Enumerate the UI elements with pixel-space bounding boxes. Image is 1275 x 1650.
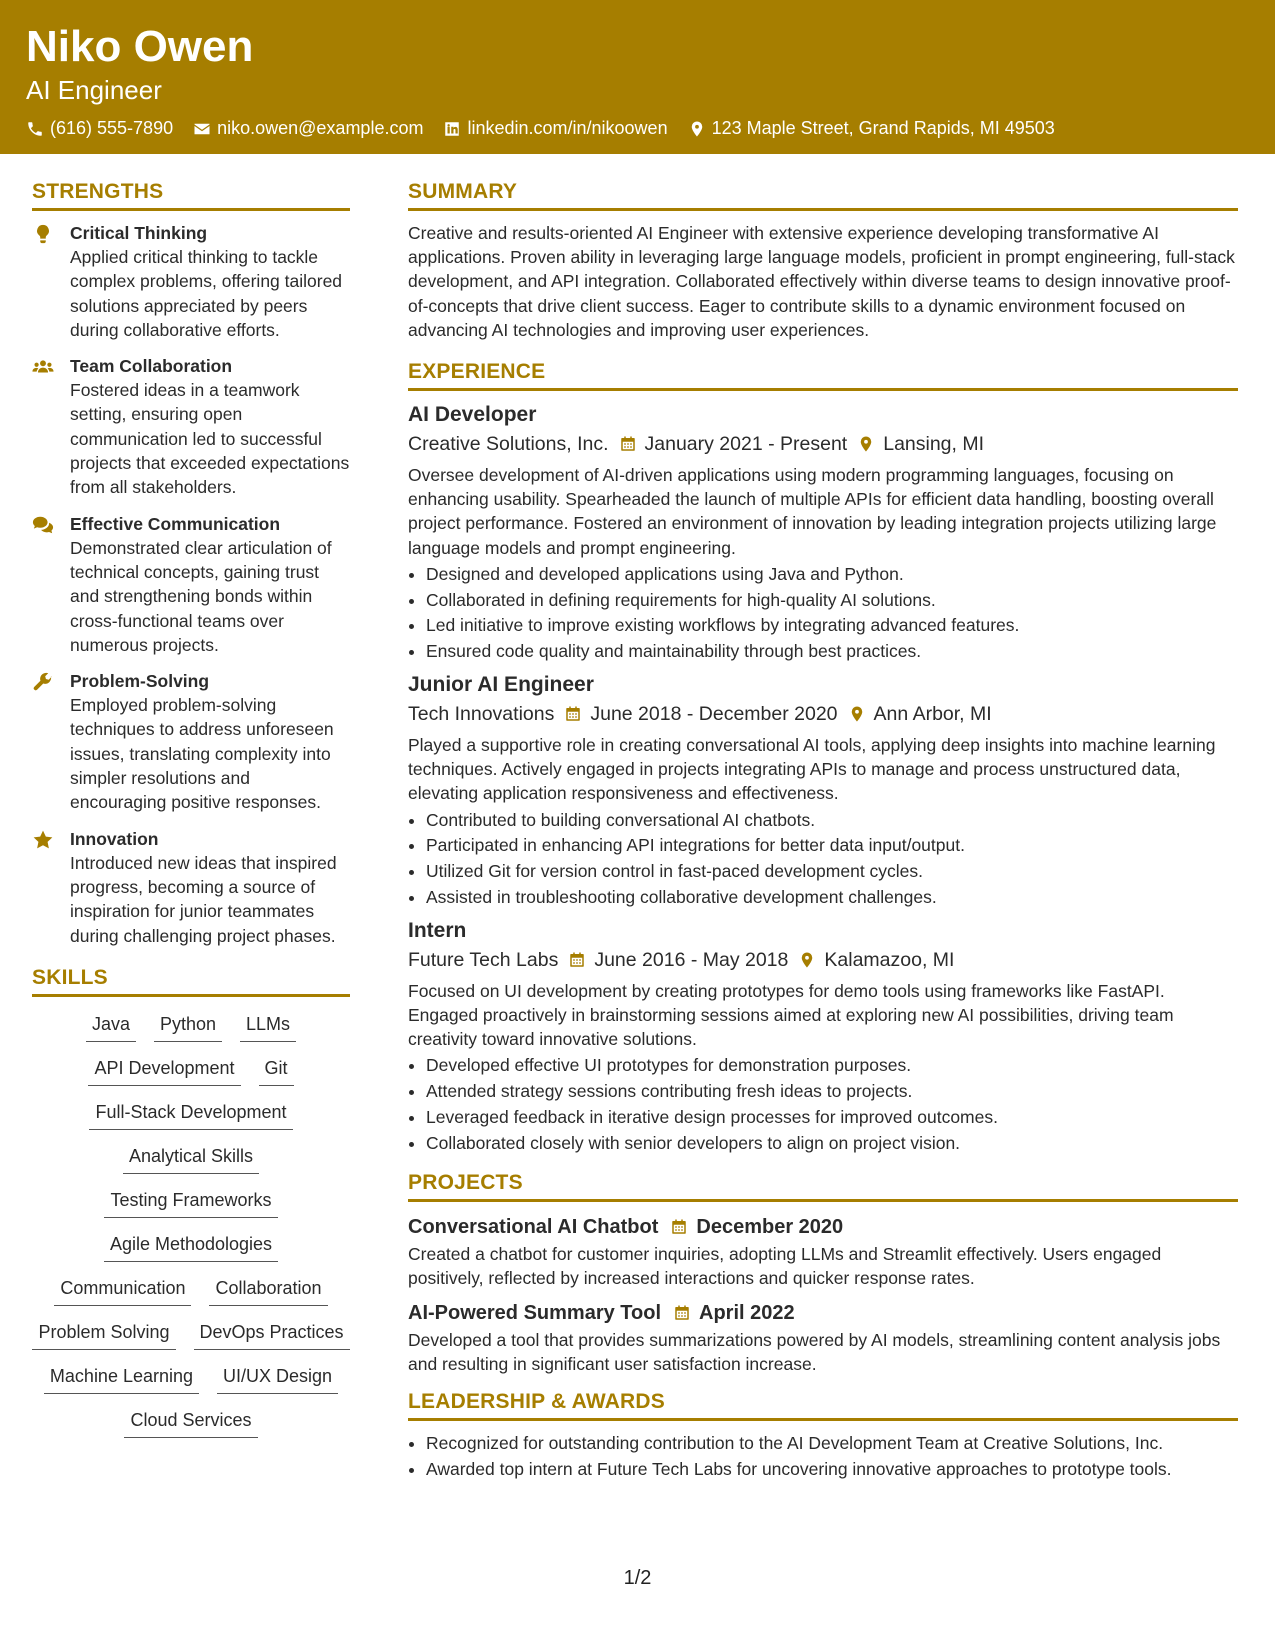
phone-icon [26,120,44,138]
project-entry [408,1298,1238,1376]
strength-item [32,827,350,948]
project-date: December 2020 [696,1215,844,1238]
phone-text: (616) 555-7890 [50,118,174,138]
strength-name: Innovation [70,828,159,849]
right-column [408,154,1238,1483]
star-icon [32,829,54,851]
job-company: Future Tech Labs [408,948,559,971]
projects-heading: PROJECTS [408,1171,1238,1202]
strength-item [32,221,350,342]
skill-tag: Testing Frameworks [104,1187,277,1218]
awards-heading: LEADERSHIP & AWARDS [408,1390,1238,1421]
calendar-icon [619,435,637,453]
job-entry [408,917,1238,1157]
candidate-title: AI Engineer [26,75,162,105]
job-title: Junior AI Engineer [408,673,594,697]
list-item: • Led initiative to improve existing workflows by integrating advanced features. [426,613,1238,639]
list-item: • Collaborated closely with senior developers to align on project vision. [426,1131,1238,1157]
contact-email[interactable] [193,118,423,139]
list-item: • Awarded top intern at Future Tech Labs for uncovering innovative approaches to prototype tools. [426,1457,1238,1483]
strength-name: Effective Communication [70,513,281,534]
map-pin-icon [857,435,875,453]
list-item: • Leveraged feedback in iterative design processes for improved outcomes. [426,1105,1238,1131]
project-name: AI-Powered Summary Tool [408,1302,662,1325]
project-name: Conversational AI Chatbot [408,1215,659,1238]
strength-name: Team Collaboration [70,356,233,377]
skill-tag: Communication [54,1275,191,1306]
strengths-heading: STRENGTHS [32,180,350,211]
strength-name: Critical Thinking [70,223,208,243]
skills-list [32,1007,350,1438]
list-item: • Utilized Git for version control in fast-paced development cycles. [426,859,1238,885]
skill-tag: API Development [88,1055,240,1086]
skill-tag: Java [86,1011,136,1042]
job-dates: June 2016 - May 2018 [594,948,789,971]
strength-desc: Introduced new ideas that inspired progress, becoming a source of inspiration for junior teammates during challenging project phases. [70,852,337,946]
list-item: • Designed and developed applications using Java and Python. [426,562,1238,588]
strength-desc: Demonstrated clear articulation of technical concepts, gaining trust and strengthening bonds within cross-functional teams over numerous projects. [70,537,332,655]
page-number: 1/2 [623,1567,652,1589]
job-location: Kalamazoo, MI [824,948,955,971]
list-item: • Collaborated in defining requirements for high-quality AI solutions. [426,588,1238,614]
linkedin-text: linkedin.com/in/nikoowen [467,118,668,138]
job-company: Tech Innovations [408,703,555,726]
strength-name: Problem-Solving [70,671,210,692]
awards-list [408,1431,1238,1483]
skills-heading: SKILLS [32,966,350,997]
job-bullets [408,1053,1238,1156]
project-description: Created a chatbot for customer inquiries, adopting LLMs and Streamlit effectively. Users engaged positively, reflected by increased interactions and quicker response rates. [408,1243,1162,1288]
job-bullets [408,808,1238,911]
address-text: 123 Maple Street, Grand Rapids, MI 49503 [711,118,1055,138]
list-item: • Assisted in troubleshooting collaborative development challenges. [426,885,1238,911]
project-entry [408,1212,1238,1290]
job-bullets [408,562,1238,665]
left-column [32,154,350,1483]
experience-heading: EXPERIENCE [408,360,1238,391]
job-location: Ann Arbor, MI [873,703,992,726]
skill-tag: Full-Stack Development [89,1099,292,1130]
candidate-name: Niko Owen [26,22,254,71]
summary-text: Creative and results-oriented AI Engineer with extensive experience developing transformative AI applications. Proven ability in leveraging large language models, proficient in prompt engineering, full-stack development, and API integration. Collaborated effectively within diverse teams to design innovative proof-of-concepts that drive client success. Eager to contribute skills to a dynamic environment focused on advancing AI technologies and improving user experiences. [408,223,1235,340]
lightbulb-icon [32,223,54,245]
summary-heading: SUMMARY [408,180,1238,211]
skill-tag: Python [154,1011,222,1042]
job-title: AI Developer [408,403,537,427]
email-text: niko.owen@example.com [217,118,424,138]
contact-phone [26,118,173,139]
strength-desc: Employed problem-solving techniques to address unforeseen issues, translating complexity into simpler resolutions and encouraging positive responses. [70,695,334,813]
job-meta [408,945,1238,975]
calendar-icon [564,705,582,723]
job-meta [408,429,1238,459]
map-pin-icon [848,705,866,723]
skill-tag: Collaboration [209,1275,327,1306]
calendar-icon [670,1218,688,1236]
calendar-icon [568,951,586,969]
resume-header [0,0,1275,154]
list-item: • Ensured code quality and maintainability through best practices. [426,639,1238,665]
list-item: • Contributed to building conversational AI chatbots. [426,808,1238,834]
job-description: Played a supportive role in creating conversational AI tools, applying deep insights into machine learning techniques. Actively engaged in projects integrating APIs to manage and process unstructured data, elevating application responsiveness and effectiveness. [408,735,1216,804]
job-entry [408,401,1238,665]
job-description: Focused on UI development by creating prototypes for demo tools using frameworks like FastAPI. Engaged proactively in brainstorming sessions aimed at exploring new AI possibilities, driving team creativity toward innovative solutions. [408,980,1174,1050]
job-title: Intern [408,918,467,942]
contact-address [688,118,1055,139]
job-entry [408,671,1238,911]
strength-item [32,354,350,499]
list-item: • Developed effective UI prototypes for demonstration purposes. [426,1053,1238,1079]
job-company: Creative Solutions, Inc. [408,433,609,456]
linkedin-icon [443,120,461,138]
job-location: Lansing, MI [883,433,985,456]
users-icon [32,356,54,378]
list-item: • Attended strategy sessions contributing fresh ideas to projects. [426,1079,1238,1105]
skill-tag: Git [259,1055,294,1086]
skill-tag: UI/UX Design [217,1363,338,1394]
map-pin-icon [688,120,706,138]
wrench-icon [32,671,54,693]
contact-linkedin[interactable] [443,118,667,139]
strength-item [32,669,350,814]
skill-tag: Cloud Services [124,1407,257,1438]
strength-desc: Applied critical thinking to tackle complex problems, offering tailored solutions appreciated by peers during collaborative efforts. [70,247,343,340]
contact-bar [26,118,1249,139]
job-dates: January 2021 - Present [644,433,848,456]
skill-tag: DevOps Practices [194,1319,350,1350]
skill-tag: Machine Learning [44,1363,199,1394]
resume-body [0,154,1275,1483]
skill-tag: LLMs [240,1011,296,1042]
comments-icon [32,514,54,536]
envelope-icon [193,120,211,138]
calendar-icon [673,1304,691,1322]
skill-tag: Agile Methodologies [104,1231,278,1262]
job-dates: June 2018 - December 2020 [590,703,838,726]
project-date: April 2022 [699,1302,795,1325]
job-meta [408,699,1238,729]
project-description: Developed a tool that provides summarizations powered by AI models, streamlining content analysis jobs and resulting in significant user satisfaction increase. [408,1330,1221,1375]
job-description: Oversee development of AI-driven applications using modern programming languages, focusing on enhancing usability. Spearheaded the launch of multiple APIs for efficient data handling, boosting overall project performance. Fostered an environment of innovation by leading integration projects utilizing large language models and prompt engineering. [408,465,1217,558]
map-pin-icon [798,951,816,969]
strength-item [32,512,350,657]
list-item: • Participated in enhancing API integrations for better data input/output. [426,833,1238,859]
list-item: • Recognized for outstanding contribution to the AI Development Team at Creative Solutions, Inc. [426,1431,1238,1457]
skill-tag: Problem Solving [32,1319,175,1350]
strength-desc: Fostered ideas in a teamwork setting, ensuring open communication led to successful projects that exceeded expectations from all stakeholders. [70,380,350,498]
skill-tag: Analytical Skills [123,1143,259,1174]
